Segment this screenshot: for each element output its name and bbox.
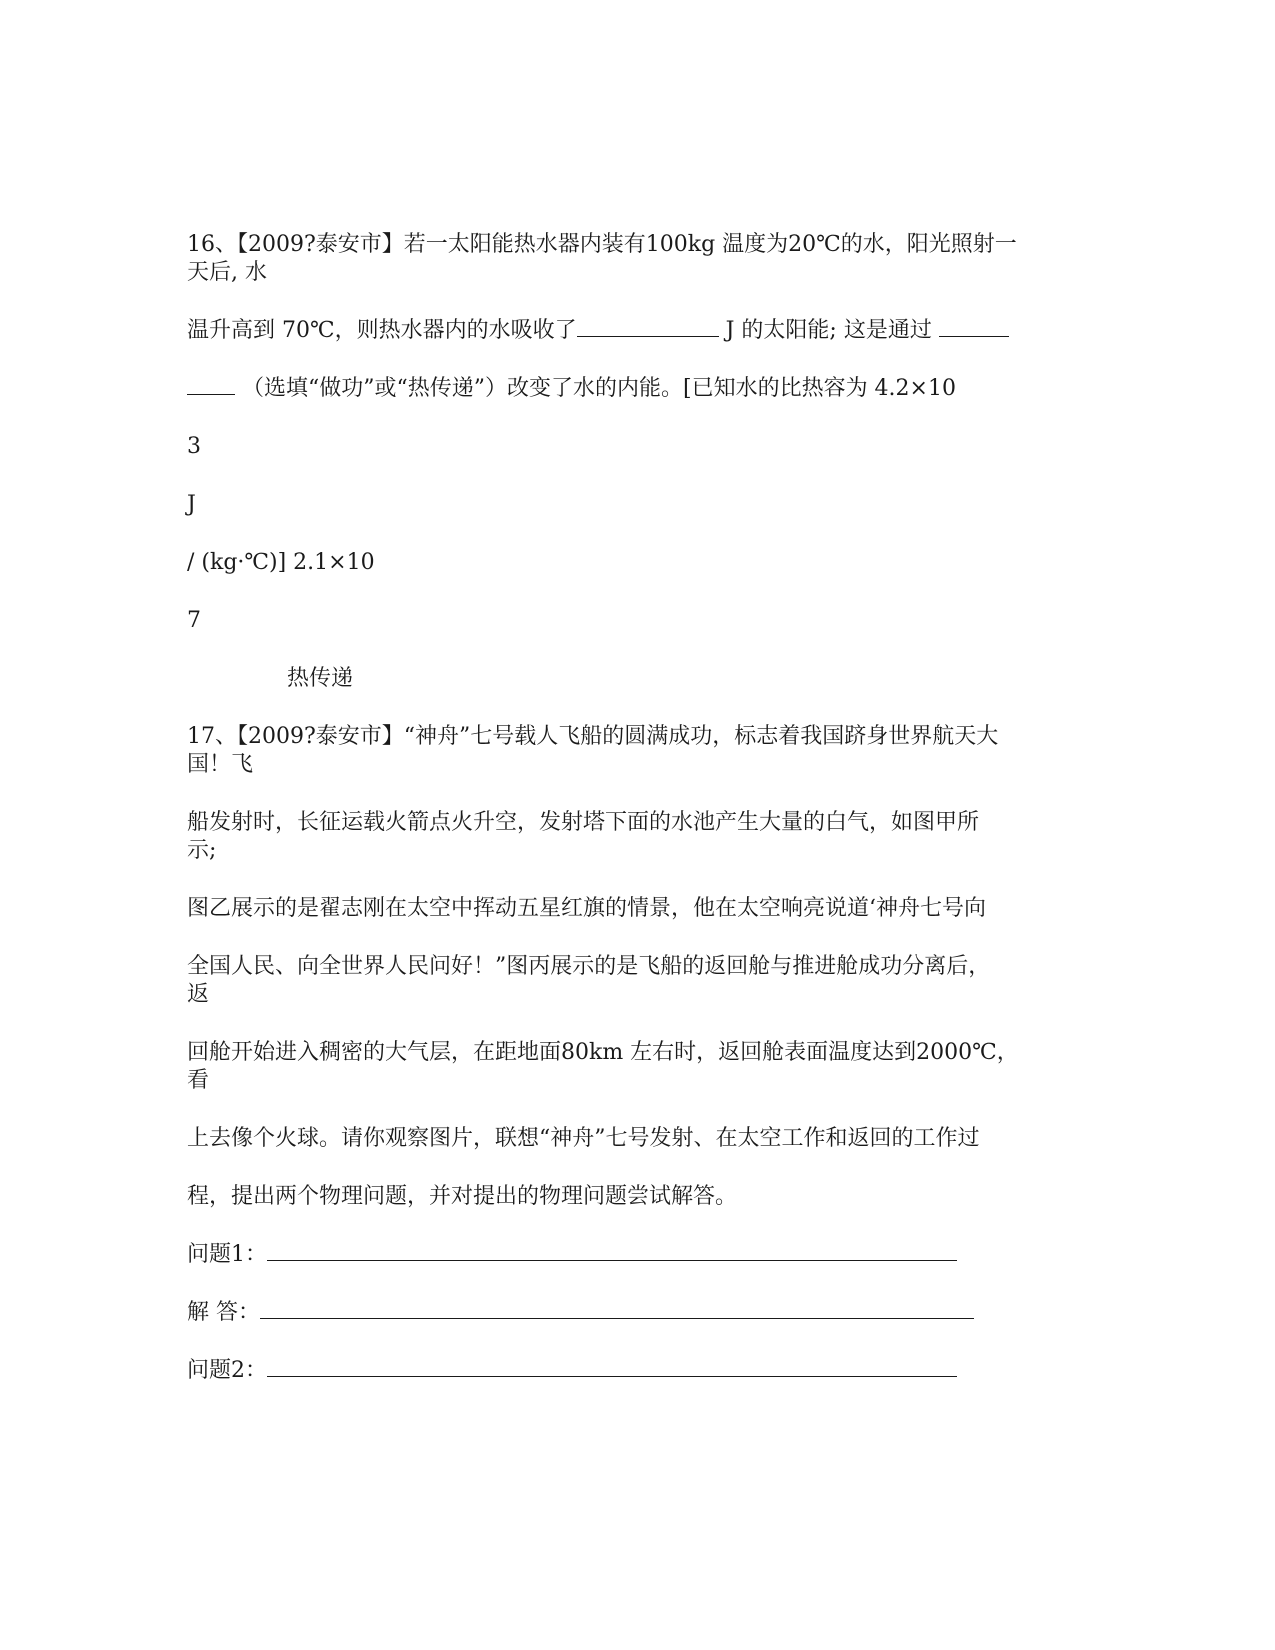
q17-question-2-label: 问题2： xyxy=(187,1358,267,1383)
q17-line-1: 17、【2009?泰安市】“神舟”七号载人飞船的圆满成功，标志着我国跻身世界航天大 xyxy=(187,724,999,749)
q17-line-5-wrap: 看 xyxy=(187,1068,210,1093)
q17-line-4-wrap: 返 xyxy=(187,982,210,1007)
q17-question-2-row xyxy=(187,1356,957,1386)
q16-method-blank-b[interactable] xyxy=(187,374,235,395)
q17-line-2-wrap: 示; xyxy=(187,838,217,863)
q16-exponent-7: 7 xyxy=(187,608,201,633)
q16-unit-rest: / (kg·℃)] 2.1×10 xyxy=(187,550,375,575)
q17-question-2-blank[interactable] xyxy=(267,1356,957,1377)
q17-answer-1-row xyxy=(187,1298,974,1328)
q17-line-5: 回舱开始进入稠密的大气层，在距地面80km 左右时，返回舱表面温度达到2000℃， xyxy=(187,1040,1019,1065)
q17-line-6: 上去像个火球。请你观察图片，联想“神舟”七号发射、在太空工作和返回的工作过 xyxy=(187,1126,980,1151)
q16-exponent-3: 3 xyxy=(187,434,201,459)
q16-line-2 xyxy=(187,316,1009,346)
q16-energy-blank[interactable] xyxy=(577,316,719,337)
q17-line-3: 图乙展示的是翟志刚在太空中挥动五星红旗的情景，他在太空响亮说道‘神舟七号向 xyxy=(187,896,986,921)
q17-answer-1-blank[interactable] xyxy=(260,1298,974,1319)
q17-question-1-blank[interactable] xyxy=(267,1240,957,1261)
q16-line-2-text: 温升高到 70℃，则热水器内的水吸收了 xyxy=(187,318,577,343)
q17-line-4: 全国人民、向全世界人民问好！”图丙展示的是飞船的返回舱与推进舱成功分离后， xyxy=(187,954,991,979)
q16-line-3 xyxy=(187,374,956,404)
q16-line-2-text-b: J 的太阳能; 这是通过 xyxy=(718,318,939,343)
q17-line-1-wrap: 国！飞 xyxy=(187,752,254,777)
q17-line-2: 船发射时，长征运载火箭点火升空，发射塔下面的水池产生大量的白气，如图甲所 xyxy=(187,810,980,835)
q16-line-1-wrap: 天后, 水 xyxy=(187,260,267,285)
q16-line-3-text: （选填“做功”或“热传递”）改变了水的内能。[已知水的比热容为 4.2×10 xyxy=(235,376,956,401)
q16-answer: 热传递 xyxy=(287,666,354,691)
q17-line-7: 程，提出两个物理问题，并对提出的物理问题尝试解答。 xyxy=(187,1184,738,1209)
q17-question-1-label: 问题1： xyxy=(187,1242,267,1267)
q17-question-1-row xyxy=(187,1240,957,1270)
q16-unit-j: J xyxy=(187,492,196,517)
q16-line-1: 16、【2009?泰安市】若一太阳能热水器内装有100kg 温度为20℃的水，阳光照射一 xyxy=(187,232,1017,257)
q17-answer-1-label: 解 答： xyxy=(187,1300,260,1325)
q16-method-blank-a[interactable] xyxy=(939,316,1009,337)
